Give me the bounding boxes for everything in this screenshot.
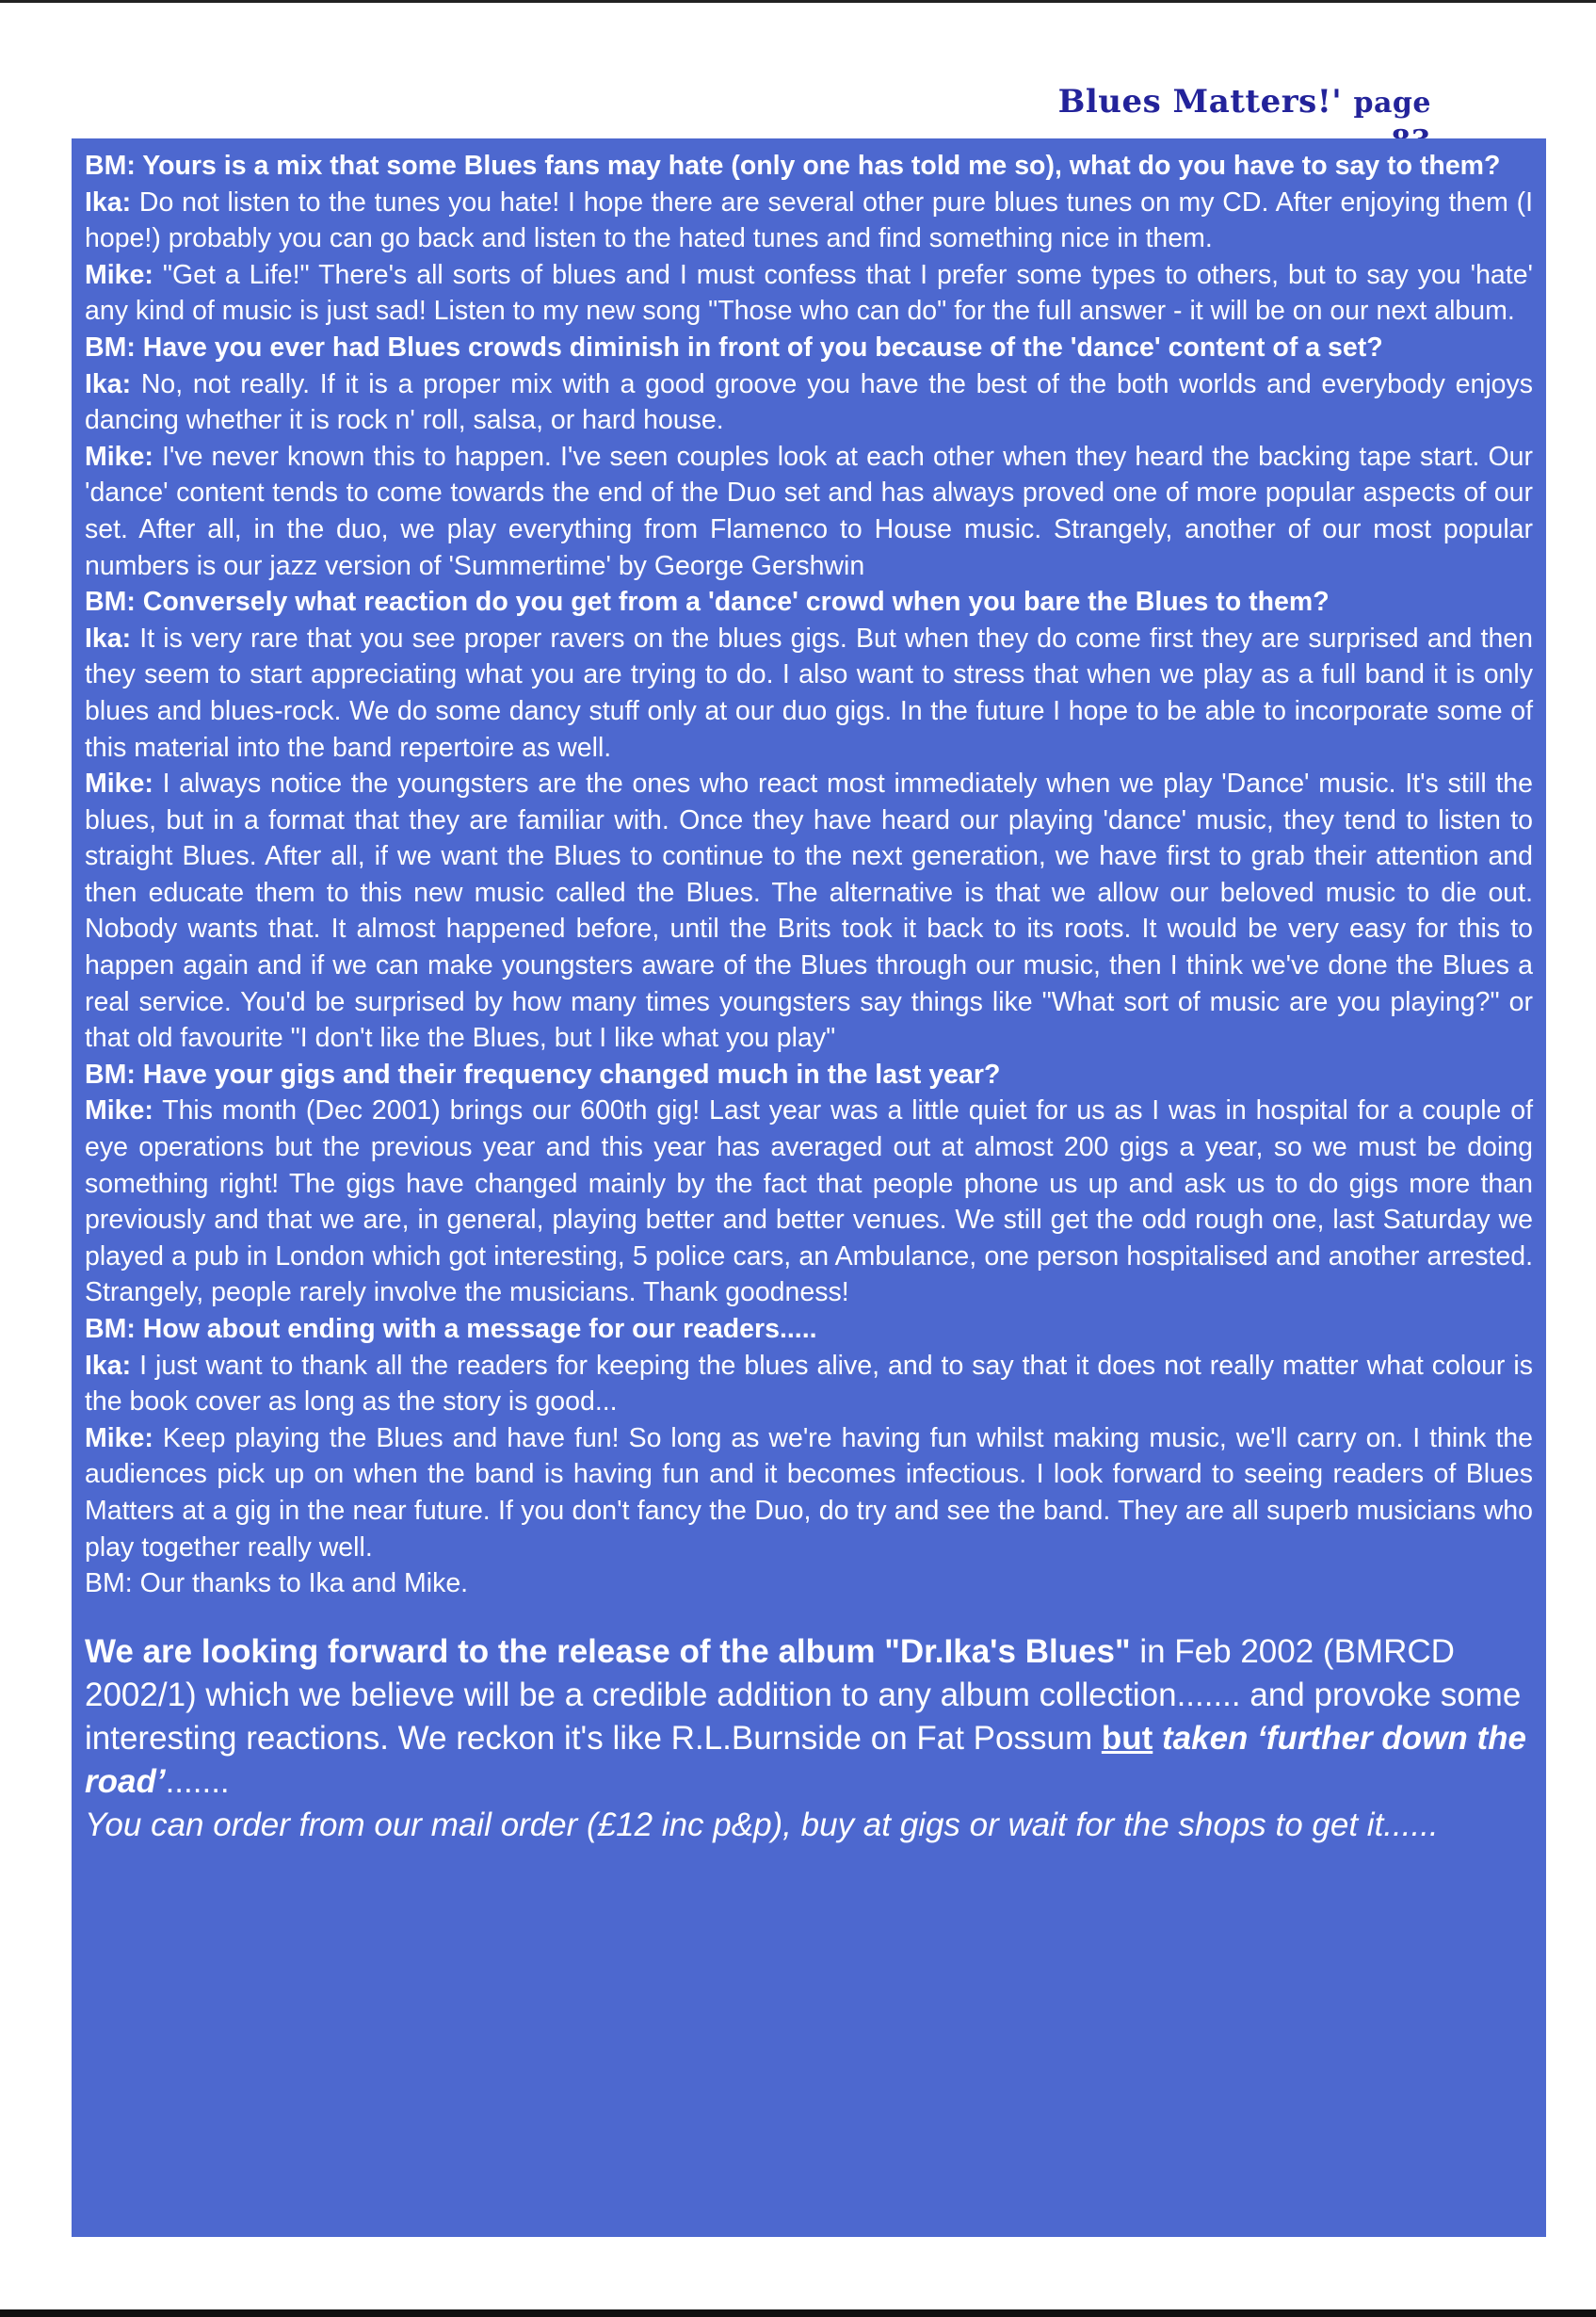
speaker-name: Ika: <box>85 623 132 654</box>
publication-title: Blues Matters!' <box>1057 83 1343 121</box>
interview-question: BM: Yours is a mix that some Blues fans may hate (only one has told me so), what do you have to say to them? <box>85 151 1501 181</box>
interview-answer <box>85 366 1533 439</box>
bottom-rule <box>0 2309 1596 2317</box>
speaker-name: Mike: <box>85 769 153 800</box>
answer-text: Do not listen to the tunes you hate! I hope there are several other pure blues tunes on my CD. After enjoying them (I hope!) probably you can go back and listen to the hated tunes and find something nice in them. <box>85 186 1533 254</box>
interview-answer <box>85 439 1533 584</box>
page-number: page <box>1353 87 1431 120</box>
interview-body <box>85 148 1533 1602</box>
album-announcement-underlined: but <box>1101 1719 1153 1757</box>
interview-answer <box>85 1348 1533 1420</box>
interview-question: BM: How about ending with a message for our readers..... <box>85 1314 817 1344</box>
speaker-name: Ika: <box>85 186 132 218</box>
album-announcement-ellipsis: ....... <box>165 1762 230 1800</box>
interview-closing-line: BM: Our thanks to Ika and Mike. <box>85 1568 469 1599</box>
answer-text: I always notice the youngsters are the ones who react most immediately when we play 'Dance' music. It's still the blues, but in a format that they are familiar with. Once they have heard our playing 'dance' music, they tend to listen to straight Blues. After all, if we want the Blues to continue to the next generation, we have first to grab their attention and then educate them to this new music called the Blues. The alternative is that we allow our beloved music to die out. Nobody wants that. It almost happened before, until the Brits took it back to its roots. It would be very easy for this to happen again and if we can make youngsters aware of the Blues through our music, then I think we've done the Blues a real service. You'd be surprised by how many times youngsters say things like "What sort of music are you playing?" or that old favourite "I don't like the Blues, but I like what you play" <box>85 769 1533 1054</box>
mail-order-note: You can order from our mail order (£12 inc p&p), buy at gigs or wait for the shops to get it...... <box>85 1806 1439 1843</box>
interview-answer <box>85 766 1533 1057</box>
interview-answer <box>85 257 1533 330</box>
interview-answer <box>85 1420 1533 1565</box>
speaker-name: Ika: <box>85 1350 132 1381</box>
answer-text: "Get a Life!" There's all sorts of blues and I must confess that I prefer some types to others, but to say you 'hate' any kind of music is just sad! Listen to my new song "Those who can do" for the full answer - it will be on our next album. <box>85 259 1533 327</box>
answer-text: I just want to thank all the readers for keeping the blues alive, and to say that it does not really matter what colour is the book cover as long as the story is good... <box>85 1350 1533 1418</box>
speaker-name: Mike: <box>85 1422 153 1453</box>
interview-panel <box>72 138 1546 2237</box>
speaker-name: Mike: <box>85 1095 153 1126</box>
speaker-name: Mike: <box>85 259 153 290</box>
top-rule <box>0 0 1596 3</box>
answer-text: No, not really. If it is a proper mix with a good groove you have the best of the both worlds and everybody enjoys dancing whether it is rock n' roll, salsa, or hard house. <box>85 368 1533 436</box>
answer-text: I've never known this to happen. I've seen couples look at each other when they heard the backing tape start. Our 'dance' content tends to come towards the end of the Duo set and has always proved one of more popular aspects of our set. After all, in the duo, we play everything from Flamenco to House music. Strangely, another of our most popular numbers is our jazz version of 'Summertime' by George Gershwin <box>85 441 1533 581</box>
album-announcement-body: in Feb 2002 (BMRCD 2002/1) which we believe will be a credible addition to any album collection....... and provoke some interesting reactions. We reckon it's like R.L.Burnside on Fat Possum <box>85 1632 1522 1757</box>
speaker-name: Mike: <box>85 441 153 472</box>
interview-question: BM: Conversely what reaction do you get from a 'dance' crowd when you bare the Blues to them? <box>85 587 1330 618</box>
album-announcement <box>85 1630 1533 1804</box>
answer-text: It is very rare that you see proper ravers on the blues gigs. But when they do come first they are surprised and then they seem to start appreciating what you are trying to do. I also want to stress that when we play as a full band it is only blues and blues-rock. We do some dancy stuff only at our duo gigs. In the future I hope to be able to incorporate some of this material into the band repertoire as well. <box>85 623 1533 763</box>
answer-text: This month (Dec 2001) brings our 600th gig! Last year was a little quiet for us as I was in hospital for a couple of eye operations but the previous year and this year has averaged out at almost 200 gigs a year, so we must be doing something right! The gigs have changed mainly by the fact that people phone us up and ask us to do gigs more than previously and that we are, in general, playing better and better venues. We still get the odd rough one, last Saturday we played a pub in London which got interesting, 5 police cars, an Ambulance, one person hospitalised and another arrested. Strangely, people rarely involve the musicians. Thank goodness! <box>85 1095 1533 1308</box>
interview-answer <box>85 621 1533 766</box>
album-announcement-tagline: taken ‘further down the road’ <box>85 1719 1526 1800</box>
interview-answer <box>85 185 1533 257</box>
interview-answer <box>85 1093 1533 1311</box>
speaker-name: Ika: <box>85 368 132 399</box>
interview-question: BM: Have your gigs and their frequency changed much in the last year? <box>85 1059 1001 1090</box>
answer-text: Keep playing the Blues and have fun! So long as we're having fun whilst making music, we'll carry on. I think the audiences pick up on when the band is having fun and it becomes infectious. I look forward to seeing readers of Blues Matters at a gig in the near future. If you don't fancy the Duo, do try and see the band. They are all superb musicians who play together really well. <box>85 1422 1533 1563</box>
interview-question: BM: Have you ever had Blues crowds diminish in front of you because of the 'dance' content of a set? <box>85 332 1383 363</box>
album-announcement-lead: We are looking forward to the release of the album "Dr.Ika's Blues" <box>85 1632 1131 1670</box>
